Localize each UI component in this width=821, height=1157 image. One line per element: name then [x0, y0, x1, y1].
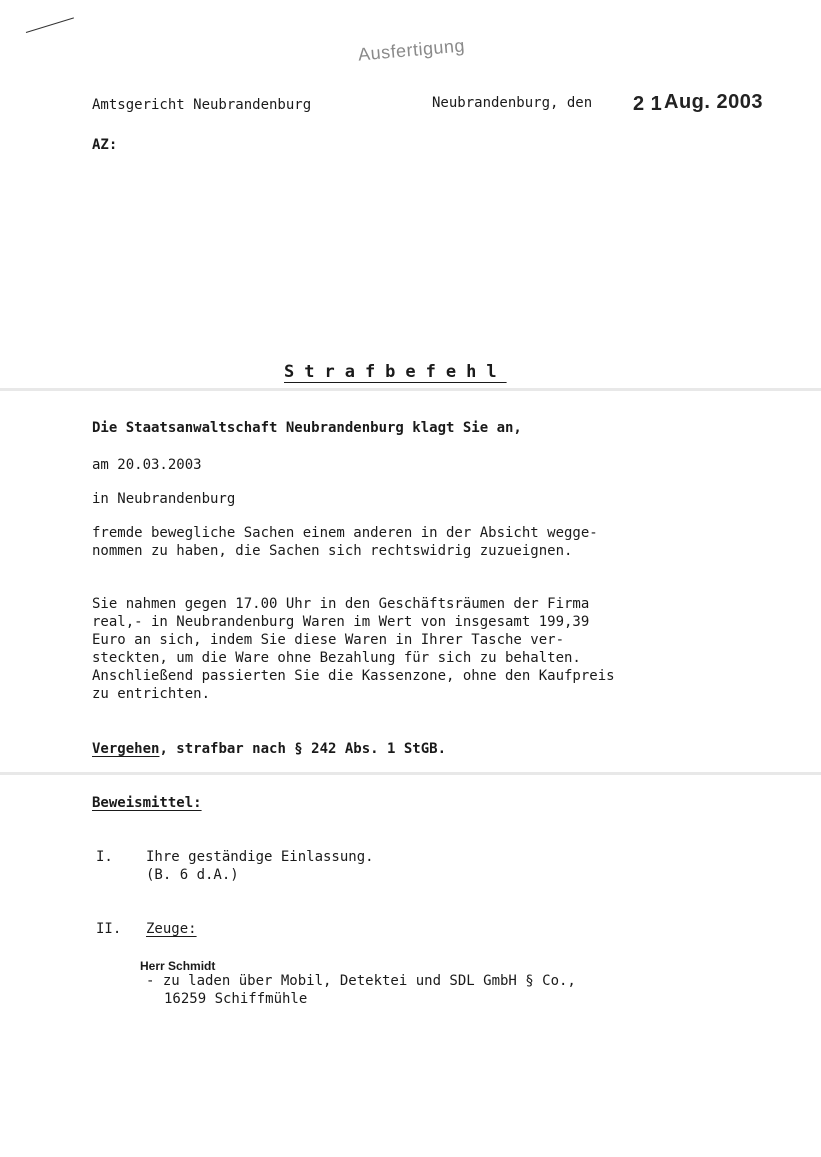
evidence-item-text: Ihre geständige Einlassung.: [146, 849, 374, 865]
offense-word: Vergehen: [92, 741, 160, 757]
charge-line: fremde bewegliche Sachen einem anderen in der Absicht wegge-: [92, 525, 598, 541]
facts-line: Anschließend passierten Sie die Kassenzone, ohne den Kaufpreis: [92, 668, 615, 684]
witness-address-line: 16259 Schiffmühle: [164, 991, 308, 1007]
ausfertigung-stamp: Ausfertigung: [357, 35, 466, 65]
offense-statute: , strafbar nach § 242 Abs. 1 StGB.: [159, 741, 447, 757]
witness-name: Herr Schmidt: [140, 959, 216, 973]
fold-line-bottom: [0, 772, 821, 775]
evidence-item-reference: (B. 6 d.A.): [146, 867, 239, 883]
facts-line: Sie nahmen gegen 17.00 Uhr in den Geschäftsräumen der Firma: [92, 596, 590, 612]
facts-line: steckten, um die Ware ohne Bezahlung für sich zu behalten.: [92, 650, 581, 666]
place-date-prefix: Neubrandenburg, den: [432, 95, 593, 111]
date-stamp-day: 2 1: [633, 93, 663, 115]
facts-line: zu entrichten.: [92, 686, 211, 702]
intro-line: Die Staatsanwaltschaft Neubrandenburg klagt Sie an,: [92, 420, 522, 436]
evidence-item-number: I.: [96, 849, 113, 865]
evidence-heading: Beweismittel:: [92, 795, 202, 811]
facts-line: Euro an sich, indem Sie diese Waren in Ihrer Tasche ver-: [92, 632, 565, 648]
date-stamp-month-year: Aug. 2003: [664, 91, 763, 113]
date-line: am 20.03.2003: [92, 457, 202, 473]
facts-line: real,- in Neubrandenburg Waren im Wert von insgesamt 199,39: [92, 614, 590, 630]
offense-line: [92, 741, 446, 757]
pen-mark: [26, 17, 74, 33]
fold-line-top: [0, 388, 821, 391]
court-name: Amtsgericht Neubrandenburg: [92, 97, 312, 113]
evidence-item-number: II.: [96, 921, 122, 937]
place-line: in Neubrandenburg: [92, 491, 236, 507]
az-label: AZ:: [92, 137, 118, 153]
witness-label: Zeuge:: [146, 921, 197, 937]
witness-address-line: - zu laden über Mobil, Detektei und SDL GmbH § Co.,: [146, 973, 576, 989]
document-title: Strafbefehl: [284, 362, 507, 382]
charge-line: nommen zu haben, die Sachen sich rechtswidrig zuzueignen.: [92, 543, 573, 559]
